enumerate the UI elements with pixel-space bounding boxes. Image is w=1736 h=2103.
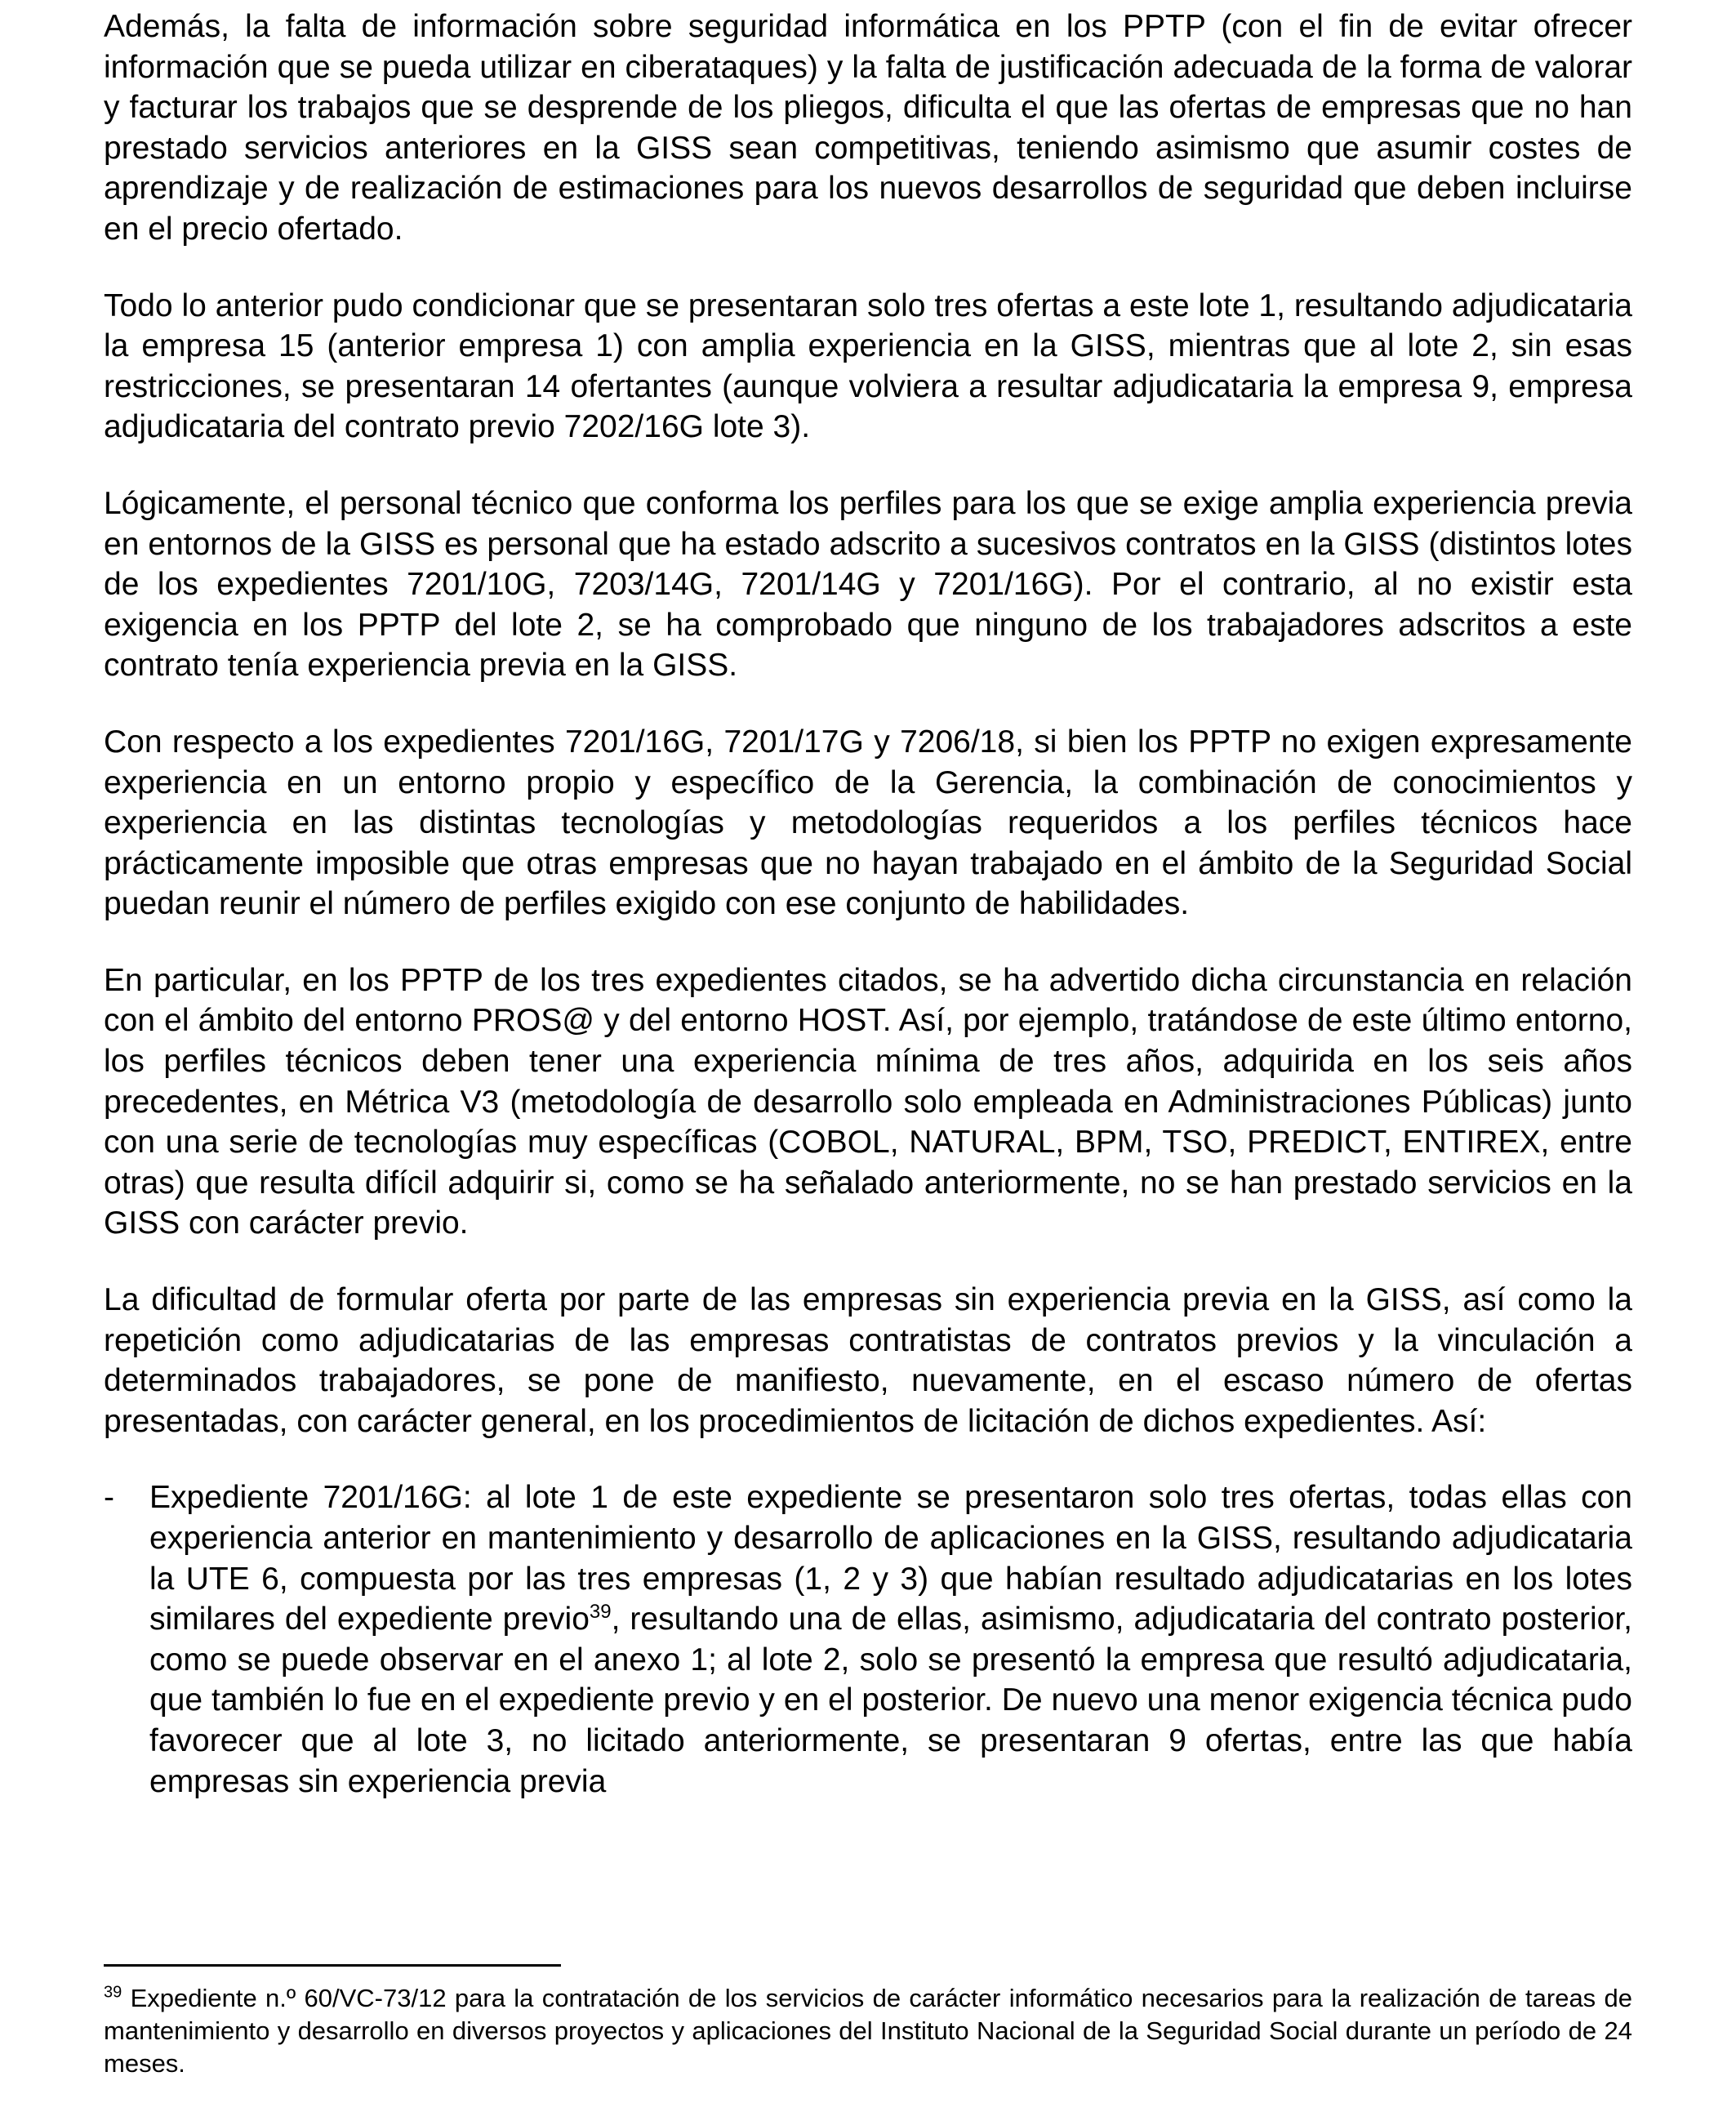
paragraph-technical-staff: Lógicamente, el personal técnico que conforma los perfiles para los que se exige amplia experiencia previa en entornos de la GISS es personal que ha estado adscrito a sucesivos contratos en la GISS (distintos lotes de los expedientes 7201/10G, 7203/14G, 7201/14G y 7201/16G). Por el contrario, al no existir esta exigencia en los PPTP del lote 2, se ha comprobado que ninguno de los trabajadores adscritos a este contrato tenía experiencia previa en la GISS. [104, 485, 1632, 684]
document-body [104, 7, 1632, 1802]
paragraph-pros-host: En particular, en los PPTP de los tres expedientes citados, se ha advertido dicha circunstancia en relación con el ámbito del entorno PROS@ y del entorno HOST. Así, por ejemplo, tratándose de este último entorno, los perfiles técnicos deben tener una experiencia mínima de tres años, adquirida en los seis años precedentes, en Métrica V3 (metodología de desarrollo solo empleada en Administraciones Públicas) junto con una serie de tecnologías muy específicas (COBOL, NATURAL, BPM, TSO, PREDICT, ENTIREX, entre otras) que resulta difícil adquirir si, como se ha señalado anteriormente, no se han prestado servicios en la GISS con carácter previo. [104, 962, 1632, 1241]
footnote-number: 39 [104, 1983, 122, 2002]
bullet-text-before-note: Expediente 7201/16G: al lote 1 de este expediente se presentaron solo tres ofertas, todas ellas con experiencia anterior en mantenimiento y desarrollo de aplicaciones en la GISS, resultando adjudicataria la UTE 6, compuesta por las tres empresas (1, 2 y 3) que habían resultado adjudicatarias en los lotes similares del expediente previo [149, 1480, 1632, 1637]
list-item-expediente-7201-16g [104, 1477, 1632, 1802]
paragraph-expedientes-profiles: Con respecto a los expedientes 7201/16G, 7201/17G y 7206/18, si bien los PPTP no exigen expresamente experiencia en un entorno propio y específico de la Gerencia, la combinación de conocimientos y experiencia en las distintas tecnologías y metodologías requeridos a los perfiles técnicos hace prácticamente imposible que otras empresas que no hayan trabajado en el ámbito de la Seguridad Social puedan reunir el número de perfiles exigido con ese conjunto de habilidades. [104, 724, 1632, 922]
footnote-reference[interactable]: 39 [589, 1601, 612, 1624]
bullet-dash: - [104, 1480, 114, 1516]
bullet-text-after-note: , resultando una de ellas, asimismo, adjudicataria del contrato posterior, como se puede observar en el anexo 1; al lote 2, solo se presentó la empresa que resultó adjudicataria, que también lo fue en el expediente previo y en el posterior. De nuevo una menor exigencia técnica pudo favorecer que al lote 3, no licitado anteriormente, se presentaran 9 ofertas, entre las que había empresas sin experiencia previa [149, 1602, 1632, 1799]
footnote-text: Expediente n.º 60/VC-73/12 para la contratación de los servicios de carácter informático necesarios para la realización de tareas de mantenimiento y desarrollo en diversos proyectos y aplicaciones del Instituto Nacional de la Seguridad Social durante un período de 24 meses. [104, 1984, 1632, 2078]
paragraph-offer-difficulty: La dificultad de formular oferta por parte de las empresas sin experiencia previa en la GISS, así como la repetición como adjudicatarias de las empresas contratistas de contratos previos y la vinculación a determinados trabajadores, se pone de manifiesto, nuevamente, en el escaso número de ofertas presentadas, con carácter general, en los procedimientos de licitación de dichos expedientes. Así: [104, 1282, 1632, 1439]
paragraph-security-info: Además, la falta de información sobre seguridad informática en los PPTP (con el fin de evitar ofrecer información que se pueda utilizar en ciberataques) y la falta de justificación adecuada de la forma de valorar y facturar los trabajos que se desprende de los pliegos, dificulta el que las ofertas de empresas que no han prestado servicios anteriores en la GISS sean competitivas, teniendo asimismo que asumir costes de aprendizaje y de realización de estimaciones para los nuevos desarrollos de seguridad que deben incluirse en el precio ofertado. [104, 9, 1632, 247]
footnote [104, 1982, 1632, 2080]
bullet-text [149, 1477, 1632, 1802]
footnote-divider [104, 1964, 561, 1967]
paragraph-lote-offers: Todo lo anterior pudo condicionar que se presentaran solo tres ofertas a este lote 1, resultando adjudicataria la empresa 15 (anterior empresa 1) con amplia experiencia en la GISS, mientras que al lote 2, sin esas restricciones, se presentaran 14 ofertantes (aunque volviera a resultar adjudicataria la empresa 9, empresa adjudicataria del contrato previo 7202/16G lote 3). [104, 287, 1632, 445]
